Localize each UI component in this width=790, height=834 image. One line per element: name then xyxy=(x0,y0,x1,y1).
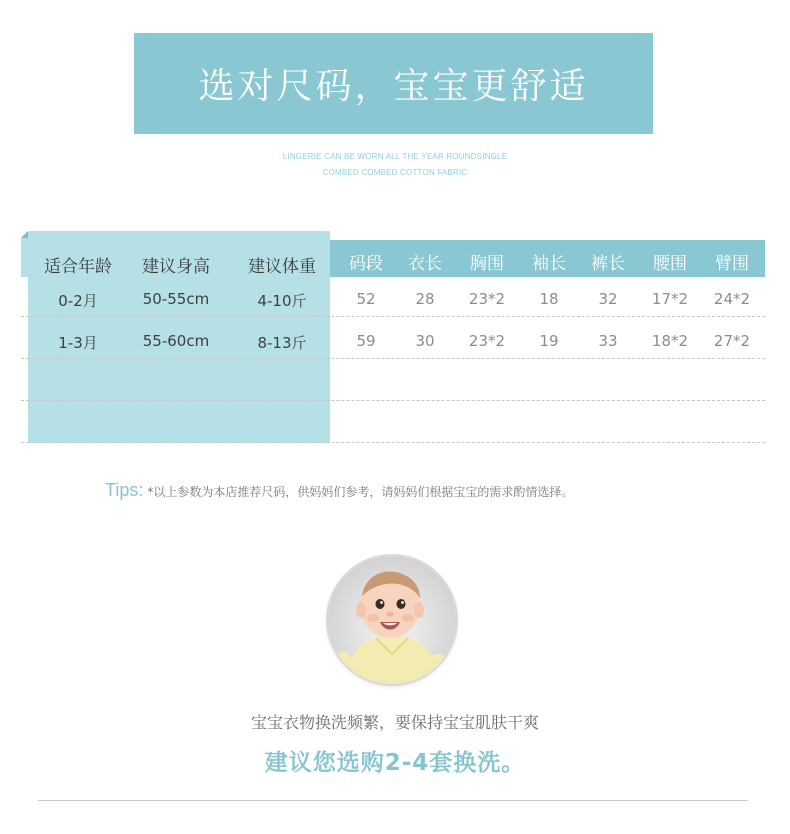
tips xyxy=(105,480,573,501)
purchase-suggestion: 建议您选购2-4套换洗。 xyxy=(264,750,526,776)
cell-weight: 4-10斤 xyxy=(257,292,307,310)
header-age: 适合年龄 xyxy=(44,257,112,277)
header-length: 衣长 xyxy=(408,254,442,274)
cell-pants-length: 33 xyxy=(598,332,618,350)
cell-age: 0-2月 xyxy=(58,292,98,310)
cell-waist: 17*2 xyxy=(651,290,689,308)
header-weight: 建议体重 xyxy=(248,257,316,277)
tips-text: *以上参数为本店推荐尺码，供妈妈们参考，请妈妈们根据宝宝的需求酌情选择。 xyxy=(147,485,574,499)
subtitle-line-2: COMBED COMBED COTTON FABRIC xyxy=(322,168,468,177)
table-fold-side xyxy=(21,238,28,277)
cell-height: 55-60cm xyxy=(142,332,210,350)
cell-weight: 8-13斤 xyxy=(257,334,307,352)
cell-chest: 23*2 xyxy=(468,290,506,308)
row-divider xyxy=(21,442,765,443)
header-size-code: 码段 xyxy=(349,254,383,274)
header-pants-length: 裤长 xyxy=(591,254,625,274)
cell-length: 30 xyxy=(415,332,435,350)
table-fold-corner xyxy=(21,231,28,238)
title-banner xyxy=(134,33,653,134)
row-divider xyxy=(21,316,765,317)
subtitle-line-1: LINGERIE CAN BE WORN ALL THE YEAR ROUNDSINGLE xyxy=(282,152,508,161)
header-chest: 胸围 xyxy=(470,254,504,274)
care-note: 宝宝衣物换洗频繁，要保持宝宝肌肤干爽 xyxy=(250,713,539,732)
cell-arm: 24*2 xyxy=(713,290,751,308)
cell-length: 28 xyxy=(415,290,435,308)
row-divider xyxy=(21,358,765,359)
cell-size-code: 52 xyxy=(356,290,376,308)
cell-height: 50-55cm xyxy=(142,290,210,308)
cell-chest: 23*2 xyxy=(468,332,506,350)
row-divider xyxy=(21,400,765,401)
baby-photo-icon xyxy=(328,556,456,684)
cell-pants-length: 32 xyxy=(598,290,618,308)
cell-age: 1-3月 xyxy=(58,334,98,352)
header-waist: 腰围 xyxy=(653,254,687,274)
bottom-divider xyxy=(38,800,748,801)
banner-title: 选对尺码，宝宝更舒适 xyxy=(198,66,589,107)
header-sleeve: 袖长 xyxy=(532,254,566,274)
cell-arm: 27*2 xyxy=(713,332,751,350)
tips-label: Tips: xyxy=(105,480,144,500)
cell-sleeve: 18 xyxy=(539,290,559,308)
cell-size-code: 59 xyxy=(356,332,376,350)
cell-sleeve: 19 xyxy=(539,332,559,350)
cell-waist: 18*2 xyxy=(651,332,689,350)
header-arm: 臂围 xyxy=(715,254,749,274)
header-height: 建议身高 xyxy=(142,257,210,277)
